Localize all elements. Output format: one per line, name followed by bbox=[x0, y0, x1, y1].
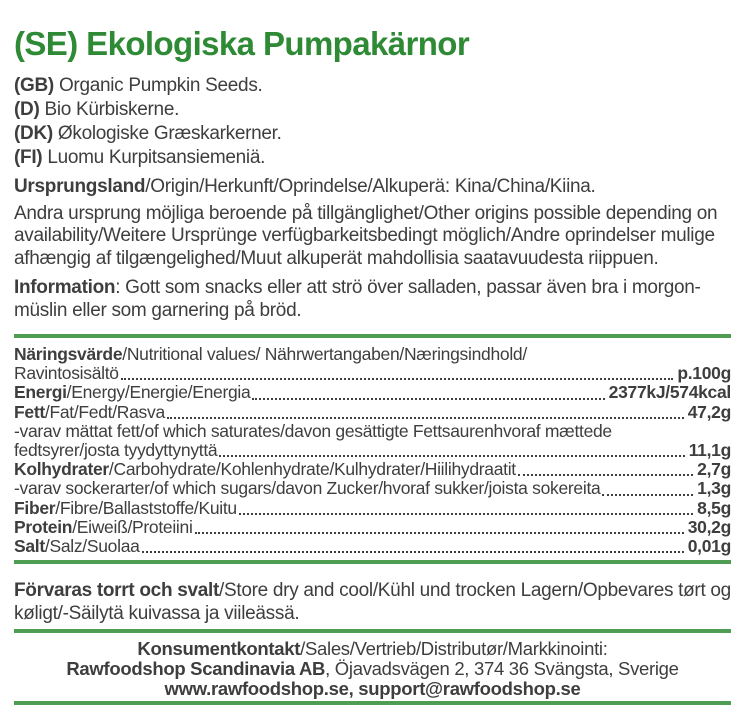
nutrient-name: Energi bbox=[14, 382, 67, 403]
storage-text: /Store dry and cool/Kühl und trocken Lagern/Opbevares tørt og køligt/-Säilytä kuivassa ja viileässä. bbox=[14, 580, 731, 625]
nutrient-translations: /Eiweiß/Proteiini bbox=[72, 516, 193, 537]
nutrition-header-line2 bbox=[14, 364, 731, 383]
dotted-leader bbox=[602, 494, 693, 496]
divider-rule bbox=[14, 629, 731, 633]
nutrient-value: 11,1g bbox=[688, 440, 731, 461]
page-title: (SE) Ekologiska Pumpakärnor bbox=[14, 25, 470, 62]
nutrient-translations: Ravintosisältö bbox=[14, 363, 119, 384]
nutrient-name: Salt bbox=[14, 536, 45, 557]
nutrient-translations: /Fibre/Ballaststoffe/Kuitu bbox=[55, 497, 237, 518]
nutrient-value: 2377kJ/574kcal bbox=[608, 382, 731, 403]
origin-note: Andra ursprung möjliga beroende på tillgänglighet/Other origins possible depending on availability/Weitere Ursprünge verfügbarkeitsbedingt möglich/Andre oprindelser mulige afhængig af tilgængelighed/Muut alkuperät mahdollisia saatavuudesta riippuen. bbox=[14, 203, 718, 269]
nutrition-row-sugars bbox=[14, 479, 731, 498]
nutrient-name: Protein bbox=[14, 516, 73, 537]
nutrient-translations: /Carbohydrate/Kohlenhydrate/Kulhydrater/Hiilihydraatit bbox=[108, 459, 516, 480]
saturates-line1 bbox=[14, 422, 731, 441]
dotted-leader bbox=[142, 551, 684, 553]
nutrient-translations: /Salz/Suolaa bbox=[44, 536, 140, 557]
dotted-leader bbox=[252, 398, 604, 400]
nutrient-translations: fedtsyrer/josta tyydyttynyttä bbox=[14, 440, 218, 461]
nutrient-translations: -varav sockerarter/of which sugars/davon Zucker/hvoraf sukker/joista sokereita bbox=[14, 478, 601, 499]
nutrient-value: 2,7g bbox=[697, 459, 731, 480]
nutrient-translations: /Energy/Energie/Energia bbox=[66, 382, 251, 403]
contact-address bbox=[14, 659, 731, 679]
nutrient-label bbox=[14, 537, 140, 556]
storage-note bbox=[14, 579, 731, 625]
divider-rule bbox=[14, 560, 731, 564]
dotted-leader bbox=[121, 378, 674, 380]
nutrition-row-saturates bbox=[14, 422, 731, 460]
storage-label: Förvaras torrt och svalt bbox=[14, 580, 220, 602]
origin-line bbox=[14, 175, 731, 199]
origin-label: Ursprungsland bbox=[14, 176, 146, 197]
language-code: (DK) bbox=[14, 123, 53, 144]
nutrition-row-energy bbox=[14, 383, 731, 402]
language-list bbox=[14, 74, 731, 170]
nutrition-row-fibre bbox=[14, 499, 731, 518]
language-line-fi bbox=[14, 146, 731, 170]
nutrition-header-row bbox=[14, 345, 731, 383]
origin-text: /Origin/Herkunft/Oprindelse/Alkuperä: Kina/China/Kiina. bbox=[145, 176, 596, 197]
nutrient-name: Näringsvärde bbox=[14, 344, 123, 365]
per-amount-label: p.100g bbox=[677, 363, 731, 384]
nutrient-translations: /Fat/Fedt/Rasva bbox=[44, 401, 165, 422]
nutrient-translations: -varav mättat fett/of which saturates/davon gesättigte Fettsaurenhvoraf mættede bbox=[14, 420, 612, 441]
nutrient-value: 30,2g bbox=[687, 516, 731, 537]
language-text: Økologiske Græskarkerner. bbox=[52, 123, 282, 144]
nutrition-header-line1 bbox=[14, 345, 731, 364]
contact-web: www.rawfoodshop.se, support@rawfoodshop.se bbox=[164, 678, 581, 700]
nutrient-value: 47,2g bbox=[687, 401, 731, 422]
contact-heading-label: Konsumentkontakt bbox=[137, 638, 301, 660]
nutrient-label bbox=[14, 383, 250, 402]
nutrition-row-salt bbox=[14, 537, 731, 556]
contact-heading bbox=[14, 639, 731, 659]
nutrition-row-carbohydrate bbox=[14, 460, 731, 479]
nutrition-row-protein bbox=[14, 518, 731, 537]
language-line-d bbox=[14, 98, 731, 122]
nutrient-name: Kolhydrater bbox=[14, 459, 109, 480]
nutrition-table bbox=[14, 345, 731, 556]
nutrition-row-fat bbox=[14, 403, 731, 422]
language-text: Organic Pumpkin Seeds. bbox=[53, 75, 263, 96]
language-text: Luomu Kurpitsansiemeniä. bbox=[42, 147, 266, 168]
nutrient-label bbox=[14, 499, 237, 518]
contact-block bbox=[14, 639, 731, 701]
divider-rule bbox=[14, 701, 731, 705]
saturates-line2 bbox=[14, 441, 731, 460]
language-code: (GB) bbox=[14, 75, 54, 96]
information-label: Information bbox=[14, 277, 116, 299]
dotted-leader bbox=[219, 455, 684, 457]
language-code: (D) bbox=[14, 99, 40, 120]
information-text: : Gott som snacks eller att strö över salladen, passar även bra i morgon-müslin eller som garnering på bröd. bbox=[14, 277, 701, 321]
dotted-leader bbox=[167, 417, 684, 419]
nutrient-label bbox=[14, 403, 165, 422]
dotted-leader bbox=[195, 532, 684, 534]
information-note bbox=[14, 277, 731, 322]
nutrient-value: 0,01g bbox=[687, 536, 731, 557]
language-text: Bio Kürbiskerne. bbox=[39, 99, 180, 120]
language-line-dk bbox=[14, 122, 731, 146]
language-line-gb bbox=[14, 74, 731, 98]
company-address: , Öjavadsvägen 2, 374 36 Svängsta, Sverige bbox=[325, 658, 679, 680]
divider-rule bbox=[14, 334, 731, 338]
dotted-leader bbox=[518, 474, 693, 476]
nutrient-name: Fiber bbox=[14, 497, 56, 518]
nutrient-value: 8,5g bbox=[697, 497, 731, 518]
nutrient-name: Fett bbox=[14, 401, 45, 422]
nutrient-label bbox=[14, 460, 516, 479]
nutrient-translations: /Nutritional values/ Nährwertangaben/Næringsindhold/ bbox=[122, 344, 527, 365]
language-code: (FI) bbox=[14, 147, 43, 168]
dotted-leader bbox=[239, 513, 693, 515]
nutrient-value: 1,3g bbox=[697, 478, 731, 499]
contact-heading-text: /Sales/Vertrieb/Distributør/Markkinointi: bbox=[300, 638, 608, 660]
nutrient-label bbox=[14, 518, 193, 537]
company-name: Rawfoodshop Scandinavia AB bbox=[66, 658, 326, 680]
